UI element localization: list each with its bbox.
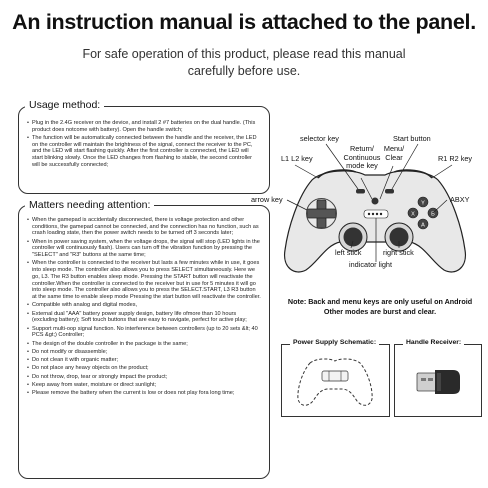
svg-text:Y: Y: [421, 200, 425, 207]
attention-item: • The design of the double controller in the package is the same;: [27, 341, 261, 348]
handle-receiver-box: [394, 339, 482, 417]
usage-item: • The function will be automatically connected between the handle and the receiver, the LED on the controller will maintain the brightness of the signal, connect the receiver to the PC, and the LED will start flashing quickly. After the first controller is connected, the LED will start blinking slowly. Once the LED changes from flashing to stable, the second controller will be successfully connected;: [27, 135, 261, 169]
handle-receiver-title: Handle Receiver:: [403, 339, 464, 346]
indicator-light-label: indicator light: [349, 260, 392, 269]
svg-text:A: A: [421, 222, 425, 229]
menu-clear-label: [379, 145, 409, 162]
arrow-key-label: arrow key: [251, 195, 283, 204]
left-stick-label: left stick: [335, 248, 362, 257]
usb-receiver-icon: [395, 345, 481, 416]
attention-item: • Keep away from water, moisture or direct sunlight;: [27, 382, 261, 389]
safety-subtitle-line-2: carefully before use.: [187, 64, 301, 78]
r1-r2-key-label: R1 R2 key: [438, 154, 473, 163]
menu-label-line: Menu/: [383, 144, 405, 153]
l1-l2-key-label: L1 L2 key: [281, 154, 313, 163]
note-line: Note: Back and menu keys are only useful on Android: [287, 297, 473, 306]
power-supply-title: Power Supply Schematic:: [290, 339, 379, 346]
safety-subtitle-line-1: For safe operation of this product, please read this manual: [82, 47, 406, 61]
power-supply-box: [281, 339, 390, 417]
svg-text:X: X: [411, 211, 415, 218]
attention-item: • When the gamepad is accidentally disconnected, there is voltage protection and other conditions, the gamepad cannot be connected, and the connection has no function, such as crash loading state, then the power switch needs to be turned off 3 seconds later;: [27, 217, 261, 237]
manual-headline: An instruction manual is attached to the panel.: [12, 10, 476, 34]
return-label-line: Continuous: [343, 152, 381, 162]
usage-item: • Plug in the 2.4G receiver on the device, and install 2 #7 batteries on the dual handle. (This product does notcome with battery). Open the handle switch;: [27, 120, 261, 133]
attention-item: • Compatible with analog and digital modes,: [27, 302, 261, 309]
selector-key-label: selector key: [300, 134, 339, 143]
right-stick-label: right stick: [383, 248, 414, 257]
return-label-line: Return/: [350, 144, 374, 153]
menu-label-line: Clear: [385, 152, 403, 162]
attention-item: • Please remove the battery when the current is low or does not play fora long time;: [27, 390, 261, 397]
note-line: Other modes are burst and clear.: [323, 306, 437, 316]
android-note: [280, 297, 480, 316]
attention-item: • When the controller is connected to the receiver but lasts a few minutes while in use, it goes into sleep mode. The controller also allows you to press SELECT simultaneously. Here we go, L3. The R3 button enables sleep mode. Pressing the START button will reactivate the controller.When the controller is connected to the receiver but in use for 5 minutes it will go into sleep mode. The controller also allows you to press the SELECT.START, L3 R3 button at the same time to enable sleep mode Pressing the start button will reactivate the controller.: [27, 260, 261, 300]
attention-item: • Do not place any heavy objects on the product;: [27, 365, 261, 372]
attention-item: • External dual "AAA" battery power supply design, battery life ofmore than 10 hours (excluding battery); Soft touch buttons that are easy to navigate, perfect for active play;: [27, 311, 261, 324]
start-button-label: Start button: [393, 134, 431, 143]
attention-item: • Do not clean it with organic matter;: [27, 357, 261, 364]
attention-item: • Do not modify or disassemble;: [27, 349, 261, 356]
abxy-label: ABXY: [450, 195, 470, 204]
svg-text:B: B: [431, 211, 435, 218]
attention-item: • Do not throw, drop, tear or strongly impact the product;: [27, 374, 261, 381]
controller-body: [285, 171, 466, 272]
attention-title: Matters needing attention:: [25, 199, 154, 211]
usage-method-title: Usage method:: [25, 99, 104, 111]
return-label-line: mode key: [346, 161, 378, 170]
attention-item: • When in power saving system, when the voltage drops, the signal will stop (LED lights in the controller will continuously flash). Users can turn off the vibration function by pressing the "SELECT" and "R3" buttons at the same time;: [27, 239, 261, 259]
power-controller-outline-icon: [282, 345, 389, 416]
left-stick-icon: [339, 223, 367, 251]
dpad-icon: [307, 199, 337, 229]
attention-item: • Support multi-oop signal function. No interference between controllers (up to 20 sets &lt; 40 PCS &gt;) Controller;: [27, 326, 261, 339]
